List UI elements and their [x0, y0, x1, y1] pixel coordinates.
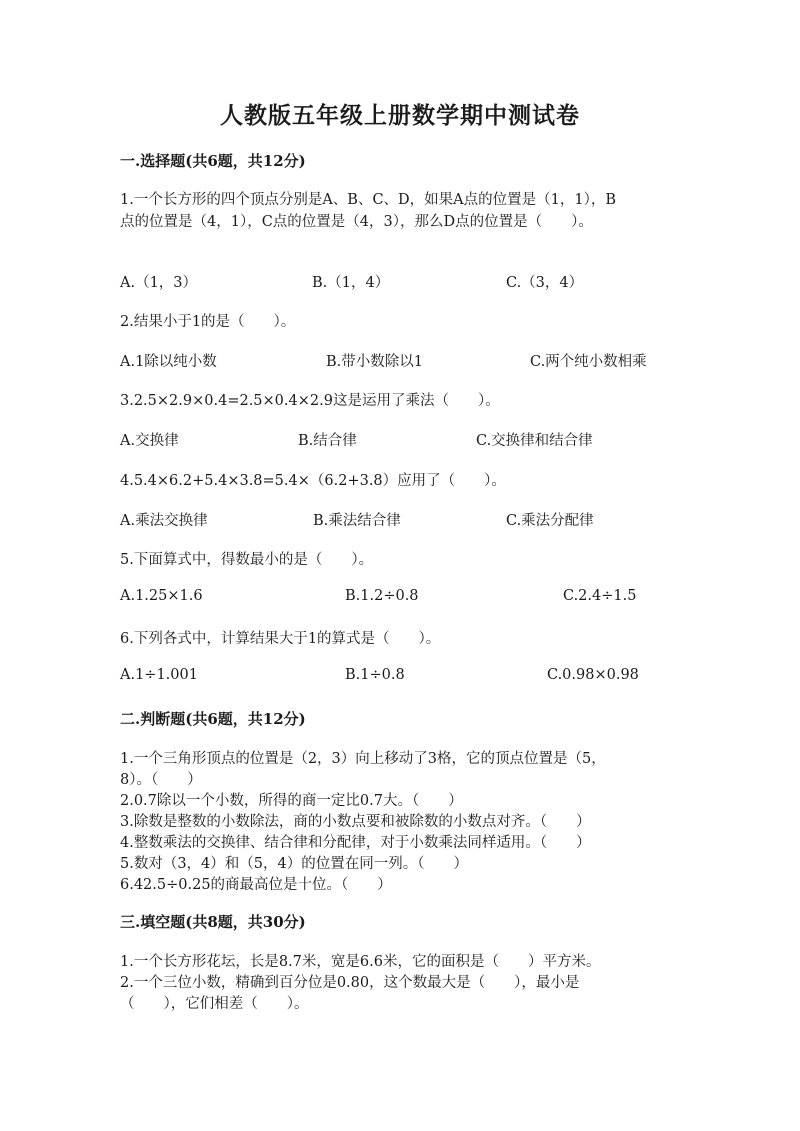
question-2: 2.结果小于1的是（ ）。 [120, 314, 296, 330]
judgment-1-line-2: 8）。（ ） [120, 772, 202, 788]
question-3-option-a: A.交换律 [120, 433, 179, 449]
fill-in-2-line-2: （ ），它们相差（ ）。 [120, 996, 309, 1012]
section-heading-true-false: 二.判断题(共6题，共12分) [120, 710, 306, 728]
question-2-option-c: C.两个纯小数相乘 [530, 354, 647, 370]
question-1-line-2: 点的位置是（4，1），C点的位置是（4，3），那么D点的位置是（ ）。 [120, 214, 593, 230]
question-3: 3.2.5×2.9×0.4=2.5×0.4×2.9这是运用了乘法（ ）。 [120, 393, 500, 409]
question-3-option-b: B.结合律 [298, 433, 357, 449]
section-heading-multiple-choice: 一.选择题(共6题，共12分) [120, 152, 306, 170]
judgment-2: 2.0.7除以一个小数，所得的商一定比0.7大。（ ） [120, 793, 463, 809]
fill-in-1: 1.一个长方形花坛，长是8.7米，宽是6.6米，它的面积是（ ）平方米。 [120, 954, 601, 970]
question-6-option-b: B.1÷0.8 [345, 667, 405, 683]
question-5-option-a: A.1.25×1.6 [120, 588, 203, 604]
question-4-option-a: A.乘法交换律 [120, 513, 208, 529]
judgment-3: 3.除数是整数的小数除法，商的小数点要和被除数的小数点对齐。（ ） [120, 814, 591, 830]
section-heading-fill-in: 三.填空题(共8题，共30分) [120, 913, 306, 931]
question-5: 5.下面算式中，得数最小的是（ ）。 [120, 552, 374, 568]
question-2-option-a: A.1除以纯小数 [120, 354, 217, 370]
question-6-option-a: A.1÷1.001 [120, 667, 198, 683]
question-5-option-c: C.2.4÷1.5 [563, 588, 637, 604]
fill-in-2-line-1: 2.一个三位小数，精确到百分位是0.80，这个数最大是（ ），最小是 [120, 975, 580, 991]
judgment-1-line-1: 1.一个三角形顶点的位置是（2，3）向上移动了3格，它的顶点位置是（5， [120, 751, 606, 767]
question-5-option-b: B.1.2÷0.8 [345, 588, 419, 604]
question-2-option-b: B.带小数除以1 [326, 354, 423, 370]
question-1-option-b: B.（1，4） [312, 275, 390, 291]
question-3-option-c: C.交换律和结合律 [476, 433, 593, 449]
judgment-6: 6.42.5÷0.25的商最高位是十位。（ ） [120, 877, 392, 893]
page-title: 人教版五年级上册数学期中测试卷 [220, 102, 580, 129]
question-1-option-c: C.（3，4） [506, 275, 584, 291]
judgment-5: 5.数对（3，4）和（5，4）的位置在同一列。（ ） [120, 856, 468, 872]
judgment-4: 4.整数乘法的交换律、结合律和分配律，对于小数乘法同样适用。（ ） [120, 835, 591, 851]
question-4-option-c: C.乘法分配律 [506, 513, 594, 529]
question-1-option-a: A.（1，3） [120, 275, 198, 291]
question-6-option-c: C.0.98×0.98 [547, 667, 639, 683]
question-6: 6.下列各式中，计算结果大于1的算式是（ ）。 [120, 631, 441, 647]
question-4-option-b: B.乘法结合律 [313, 513, 401, 529]
question-1-line-1: 1.一个长方形的四个顶点分别是A、B、C、D，如果A点的位置是（1，1），B [120, 192, 617, 208]
question-4: 4.5.4×6.2+5.4×3.8=5.4×（6.2+3.8）应用了（ ）。 [120, 473, 506, 489]
